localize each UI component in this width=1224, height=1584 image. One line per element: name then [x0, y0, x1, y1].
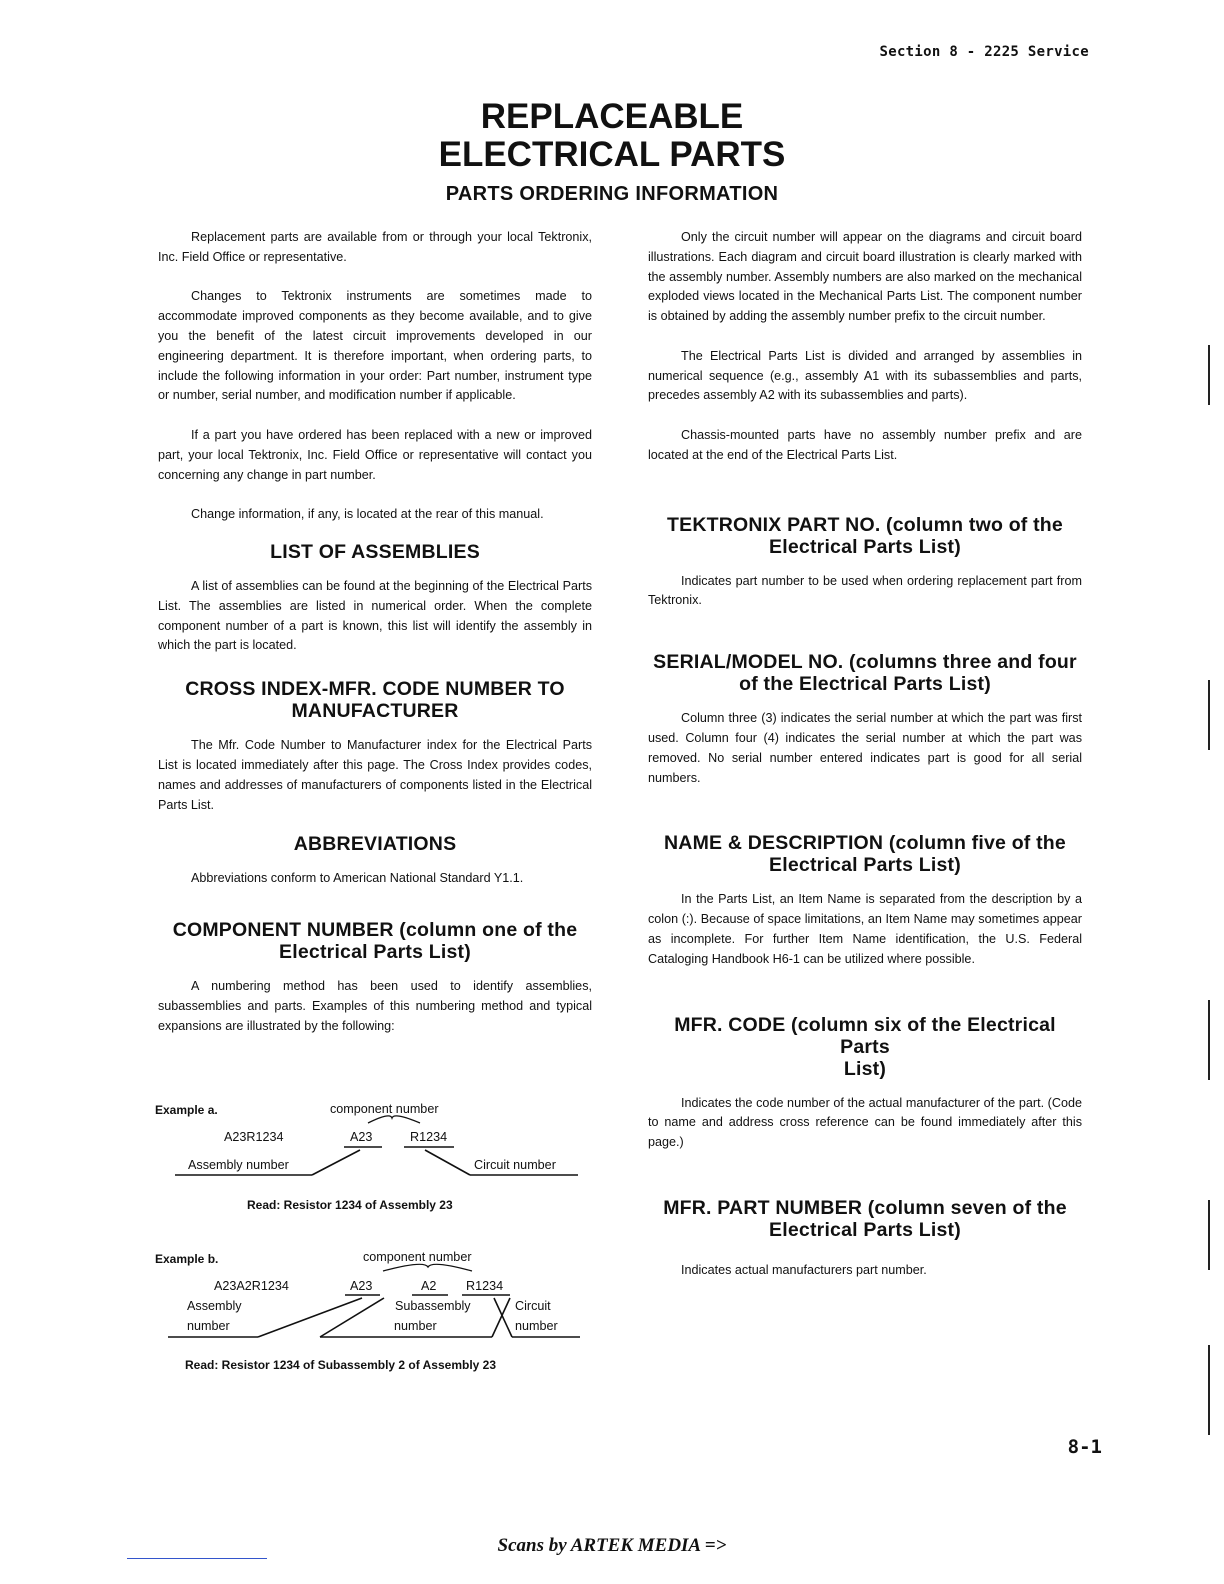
- intro-paragraph-1: Replacement parts are available from or through your local Tektronix, Inc. Field Office or representative.: [158, 230, 592, 264]
- example-b-pointer-circuit-b: [494, 1298, 512, 1337]
- example-b-circuit-line2: number: [515, 1319, 558, 1333]
- mfr-code-heading-line2: List): [843, 1057, 887, 1080]
- scan-edge-mark-5: [1208, 1345, 1210, 1435]
- right-paragraph-1: Only the circuit number will appear on the diagrams and circuit board illustrations. Each diagram and circuit board illustration is clearly marked with the assembly number. Assembly numbers are also marked on the mechanical exploded views located in the Mechanical Parts List. The component number is obtained by adding the assembly number prefix to the circuit number.: [648, 230, 1082, 324]
- mfr-part-heading: [648, 1197, 1082, 1241]
- intro-paragraph-3: If a part you have ordered has been replaced with a new or improved part, your local Tektronix, Inc. Field Office or representative will contact you concerning any change in part number.: [158, 427, 592, 482]
- section-header: Section 8 - 2225 Service: [879, 44, 1089, 60]
- page-subtitle: PARTS ORDERING INFORMATION: [445, 183, 779, 205]
- scan-edge-mark-1: [1208, 345, 1210, 405]
- name-description-text: In the Parts List, an Item Name is separated from the description by a colon (:). Because of space limitations, an Item Name may sometimes appear as incomplete. For further Item Name identification, the U.S. Federal Cataloging Handbook H6-1 can be utilized where possible.: [648, 892, 1082, 966]
- scanner-credit: Scans by ARTEK MEDIA =>: [497, 1535, 727, 1556]
- intro-paragraph-4: Change information, if any, is located at the rear of this manual.: [191, 507, 544, 522]
- example-b-label: Example b.: [155, 1252, 219, 1266]
- scan-edge-mark-4: [1208, 1200, 1210, 1270]
- name-description-heading: [648, 832, 1082, 876]
- example-b-assembly-line2: number: [187, 1319, 230, 1333]
- abbreviations-text: Abbreviations conform to American National Standard Y1.1.: [191, 871, 524, 886]
- serial-model-heading-line2: of the Electrical Parts List): [739, 673, 991, 696]
- assemblies-heading: LIST OF ASSEMBLIES: [270, 540, 480, 563]
- example-a-read: Read: Resistor 1234 of Assembly 23: [247, 1198, 453, 1212]
- mfr-part-heading-line1: MFR. PART NUMBER (column seven of the: [663, 1196, 1067, 1219]
- scan-edge-mark-3: [1208, 1000, 1210, 1080]
- serial-model-text: Column three (3) indicates the serial number at which the part was first used. Column four (4) indicates the serial number at which the part was removed. No serial number entered indicates part is good for all serial numbers.: [648, 711, 1082, 785]
- mfr-code-text: Indicates the code number of the actual manufacturer of the part. (Code to name and address cross reference can be found immediately after this page.): [648, 1095, 1082, 1150]
- name-description-heading-line2: Electrical Parts List): [769, 854, 961, 877]
- right-paragraph-2: The Electrical Parts List is divided and arranged by assemblies in numerical sequence (e.g., assembly A1 with its subassemblies and parts, precedes assembly A2 with its subassemblies and parts).: [648, 348, 1082, 403]
- example-a-circuit-code: R1234: [410, 1130, 448, 1144]
- example-a-component-number: component number: [330, 1102, 439, 1116]
- intro-paragraph-2: Changes to Tektronix instruments are sometimes made to accommodate improved components as they become available, and to give you the benefit of the latest circuit improvements developed in our engineering department. It is therefore important, when ordering parts, to include the following information in your order: Part number, instrument type or number, serial number, and modification number if applicable.: [158, 289, 592, 403]
- example-b-brace: [383, 1264, 472, 1271]
- example-b-assembly-line1: Assembly: [187, 1299, 242, 1313]
- serial-model-heading: [648, 651, 1082, 695]
- tektronix-part-heading-line1: TEKTRONIX PART NO. (column two of the: [667, 513, 1063, 536]
- page-title-line1: REPLACEABLE: [480, 97, 744, 136]
- mfr-part-text: Indicates actual manufacturers part number.: [681, 1262, 927, 1277]
- example-b-circuit-line1: Circuit: [515, 1299, 551, 1313]
- example-b-circuit-code: R1234: [466, 1279, 504, 1293]
- serial-model-heading-line1: SERIAL/MODEL NO. (columns three and four: [653, 651, 1077, 674]
- mfr-part-heading-line2: Electrical Parts List): [769, 1218, 961, 1241]
- example-a-circuit-label: Circuit number: [474, 1158, 556, 1172]
- example-a-assembly-code: A23: [350, 1130, 373, 1144]
- example-b-subassembly-code: A2: [421, 1279, 437, 1293]
- example-a-assembly-label: Assembly number: [188, 1158, 289, 1172]
- mfr-code-heading-line1: MFR. CODE (column six of the Electrical Parts: [674, 1013, 1056, 1058]
- scan-link-underline: [127, 1558, 267, 1559]
- example-b-pointer-circuit-a: [492, 1298, 510, 1337]
- tektronix-part-heading: [648, 514, 1082, 558]
- example-b-pointer-assembly: [258, 1298, 362, 1337]
- component-number-heading-line1: COMPONENT NUMBER (column one of the: [172, 919, 578, 942]
- page-title-line2: ELECTRICAL PARTS: [438, 135, 786, 174]
- example-b-subassembly-line1: Subassembly: [395, 1299, 471, 1313]
- tektronix-part-heading-line2: Electrical Parts List): [769, 535, 961, 558]
- abbreviations-heading: ABBREVIATIONS: [293, 833, 457, 856]
- right-column: [648, 228, 1082, 1301]
- example-a-label: Example a.: [155, 1103, 218, 1117]
- assemblies-text: A list of assemblies can be found at the beginning of the Electrical Parts List. The assemblies are listed in numerical order. When the complete component number of a part is known, this list will identify the assembly in which the part is located.: [158, 578, 592, 653]
- name-description-heading-line1: NAME & DESCRIPTION (column five of the: [664, 832, 1066, 855]
- example-b-component-number: component number: [363, 1250, 472, 1264]
- example-b-pointer-subassembly-diag: [320, 1298, 384, 1337]
- component-number-text: A numbering method has been used to identify assemblies, subassemblies and parts. Examples of this numbering method and typical expansions are illustrated by the following:: [158, 979, 592, 1033]
- scan-edge-mark-2: [1208, 680, 1210, 750]
- example-a-code: A23R1234: [224, 1130, 284, 1144]
- cross-index-heading-line2: MANUFACTURER: [291, 700, 459, 723]
- example-b-subassembly-line2: number: [394, 1319, 437, 1333]
- example-b-assembly-code: A23: [350, 1279, 373, 1293]
- mfr-code-heading: [648, 1014, 1082, 1080]
- tektronix-part-text: Indicates part number to be used when ordering replacement part from Tektronix.: [648, 573, 1082, 608]
- cross-index-text: The Mfr. Code Number to Manufacturer index for the Electrical Parts List is located immediately after this page. The Cross Index provides codes, names and addresses of manufacturers of components listed in the Electrical Parts List.: [158, 738, 592, 812]
- component-number-heading-line2: Electrical Parts List): [279, 941, 471, 964]
- example-b-code: A23A2R1234: [214, 1279, 289, 1293]
- example-b-read: Read: Resistor 1234 of Subassembly 2 of Assembly 23: [185, 1358, 497, 1372]
- page-number: 8-1: [1067, 1436, 1102, 1458]
- right-paragraph-3: Chassis-mounted parts have no assembly number prefix and are located at the end of the Electrical Parts List.: [648, 427, 1082, 462]
- cross-index-heading-line1: CROSS INDEX-MFR. CODE NUMBER TO: [185, 678, 565, 701]
